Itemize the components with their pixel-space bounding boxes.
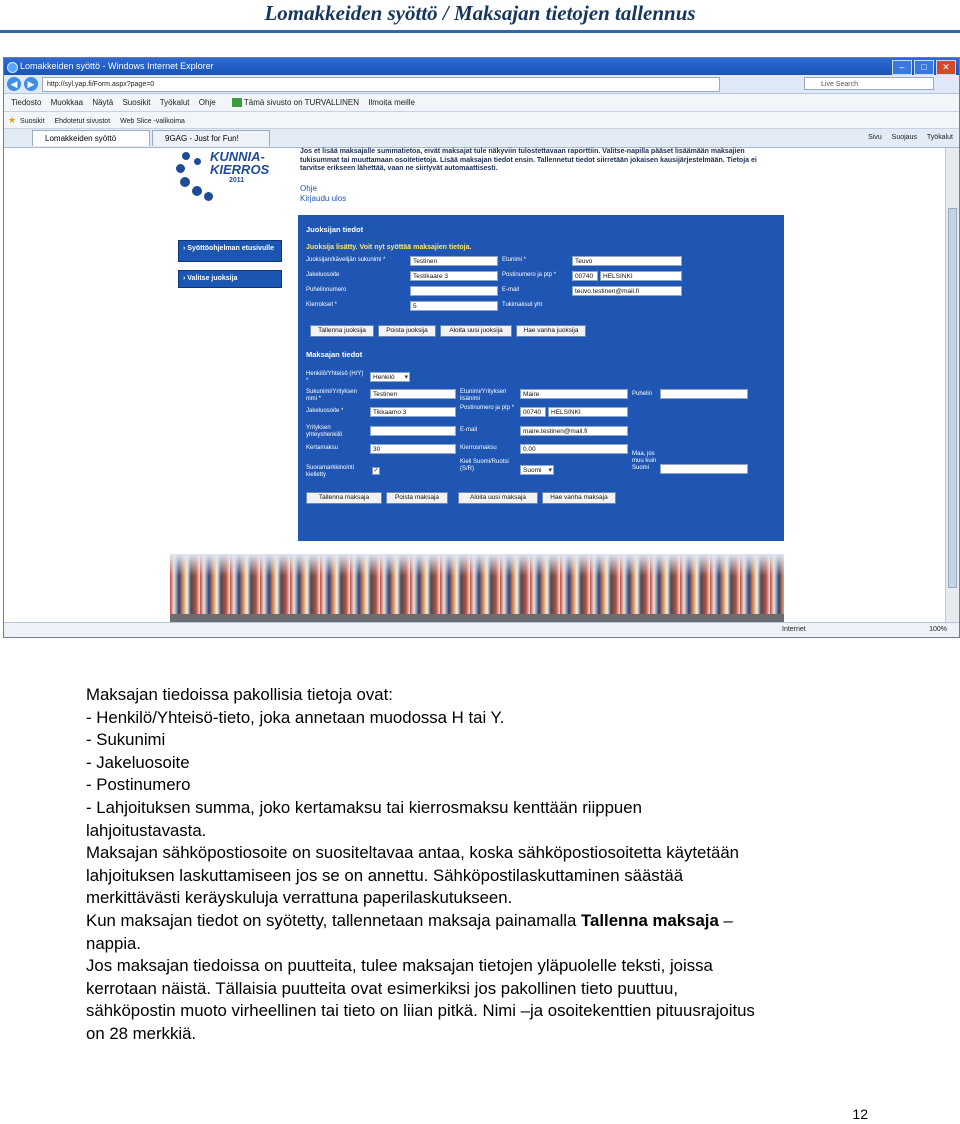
find-payer-button[interactable]: Hae vanha maksaja [542,492,616,504]
text-line: - Henkilö/Yhteisö-tieto, joka annetaan muodossa H tai Y. [86,707,505,727]
runner-added-message: Juoksija lisätty. Voit nyt syöttää maksajien tietoja. [306,244,472,251]
payer-lang-select[interactable]: Suomi ▾ [520,465,554,475]
scrollbar-thumb[interactable] [948,208,957,588]
payer-country-input[interactable] [660,464,748,474]
logout-link[interactable]: Kirjaudu ulos [300,194,347,203]
runner-total-label: Tukimaksut yht [502,302,543,308]
payer-postalcode-input[interactable]: 00740 [520,407,546,417]
runner-email-label: E-mail [502,287,520,293]
runner-section-title: Juoksijan tiedot [306,225,364,234]
kunniakierros-logo [174,148,270,208]
text-line: merkittävästi keräyskuluja verrattuna paperilaskutukseen. [86,888,513,908]
runner-address-input[interactable]: Testikaare 3 [410,271,498,281]
safety-menu[interactable]: Suojaus [891,134,917,141]
website [170,148,784,624]
text-line: lahjoituksen laskuttamiseen jos se on annettu. Sähköpostilaskuttaminen säästää [86,865,684,885]
payer-lang-label: Kieli Suomi/Ruotsi (S/R) [460,459,509,472]
payer-direct-checkbox[interactable]: ✓ [373,468,379,474]
payer-city-input[interactable]: HELSINKI [548,407,628,417]
payer-lapfee-label: Kierrosmaksu [460,445,497,451]
top-links [300,184,346,204]
tab-bar [4,129,959,148]
payer-firstname-input[interactable]: Maire [520,389,628,399]
payer-type-select[interactable]: Henkilö ▾ [370,372,410,382]
close-icon[interactable]: ✕ [936,60,956,75]
security-zone: Internet [782,626,806,633]
text-line: - Lahjoituksen summa, joko kertamaksu tai kierrosmaksu kenttään riippuen [86,797,642,817]
nav-home-button[interactable]: › Syöttöohjelman etusivulle [178,240,282,262]
document-header: Lomakkeiden syöttö / Maksajan tietojen tallennus [264,1,696,25]
text-line: Maksajan sähköpostiosoite on suositeltavaa antaa, koska sähköpostiosoitetta käytetään [86,843,740,863]
text-line: - Postinumero [86,775,191,795]
nav-select-runner-button[interactable]: › Valitse juoksija [178,270,282,288]
payer-email-label: E-mail [460,427,478,433]
info-notice: Jos et lisää maksajalle summatietoa, eivät maksajat tule näkyviin tulostettavaan raporttiin. Valitse-napilla pääset lisäämään maksajien tukisummat tai muuttamaan osoitetietoja. Lisää maksajan tiedot ensin. Tallennetut tiedot siirretään jokaisen kausijärjestelmään. Tietoja ei tarvitse erikseen lähettää, vaan ne siirtyvät automaattisesti. [300,148,757,172]
runner-postalcode-input[interactable]: 00740 [572,271,598,281]
command-bar [860,129,953,147]
delete-runner-button[interactable]: Poista juoksija [378,325,436,337]
forward-icon[interactable]: ▶ [24,77,38,91]
text-fragment: – [718,910,733,930]
menu-item-file[interactable]: Tiedosto [11,98,42,107]
logo-text: KUNNIA- KIERROS [210,149,270,177]
runner-email-input[interactable]: teuvo.testinen@mail.fi [572,286,682,296]
payer-direct-label: Suoramarkkinointi kielletty [306,465,355,478]
menu-bar [4,94,959,112]
address-bar [4,75,959,94]
payer-phone-input[interactable] [660,389,748,399]
runner-city-input[interactable]: HELSINKI [600,271,682,281]
menu-item-help[interactable]: Ohje [198,98,216,107]
runner-phone-label: Puhelinnumero [306,287,347,293]
runner-laps-input[interactable]: 5 [410,301,498,311]
runner-lastname-label: Juoksijan/kävelijän sukunimi * [306,257,386,263]
star-icon: ★ [8,115,17,125]
zoom-level[interactable]: 100% [929,626,947,633]
favorites-bar [4,112,959,129]
vertical-scrollbar[interactable] [945,148,959,624]
save-button-reference: Tallenna maksaja [581,910,719,930]
payer-type-label: Henkilö/Yhteisö (H/Y) * [306,371,364,384]
window-title: Lomakkeiden syöttö - Windows Internet Explorer [20,61,214,71]
form-panel [298,215,784,541]
delete-payer-button[interactable]: Poista maksaja [386,492,448,504]
back-icon[interactable]: ◀ [7,77,21,91]
payer-postal-label: Postinumero ja ptp * [460,405,515,411]
runner-firstname-input[interactable]: Teuvo [572,256,682,266]
menu-item-tools[interactable]: Työkalut [159,98,190,107]
text-line: lahjoitustavasta. [86,820,207,840]
save-runner-button[interactable]: Tallenna juoksija [310,325,374,337]
menu-item-edit[interactable]: Muokkaa [50,98,84,107]
payer-fee-label: Kertamaksu [306,445,339,451]
page-viewport [4,148,945,624]
runner-postal-label: Postinumero ja ptp * [502,272,557,278]
text-line: nappia. [86,933,142,953]
browser-title-bar [4,58,959,75]
logo-year: 2011 [229,177,245,184]
page-menu[interactable]: Sivu [868,134,882,141]
save-instruction-line [86,910,886,933]
shield-icon [232,98,242,107]
payer-address-label: Jakeluosoite * [306,408,344,414]
browser-screenshot [3,57,960,638]
page-number: 12 [852,1106,868,1122]
ie-icon [7,62,18,73]
payer-lastname-input[interactable]: Testinen [370,389,456,399]
payer-contact-label: Yrityksen yhteyshenkilö [306,425,343,438]
text-line: sähköpostin muoto virheellinen tai tieto on liian pitkä. Nimi –ja osoitekenttien pituusrajoitus [86,1001,755,1021]
runner-address-label: Jakeluosoite [306,272,340,278]
minimize-icon[interactable]: – [892,60,912,75]
payer-address-input[interactable]: Tikkaamo 3 [370,407,456,417]
header-rule [0,30,960,33]
favorites-button[interactable]: Suosikit [20,118,45,125]
instructions-text [86,684,886,1046]
new-runner-button[interactable]: Aloita uusi juoksija [440,325,512,337]
help-link[interactable]: Ohje [300,184,317,193]
runner-lastname-input[interactable]: Testinen [410,256,498,266]
menu-item-view[interactable]: Näytä [92,98,114,107]
status-bar [4,622,959,637]
payer-country-label: Maa, jos muu kuin Suomi [632,451,657,471]
text-line: kerrotaan näistä. Tällaisia puutteita ovat esimerkiksi jos pakollinen tieto puuttuu, [86,978,679,998]
payer-lapfee-input[interactable]: 0.00 [520,444,628,454]
maximize-icon[interactable]: □ [914,60,934,75]
url-input[interactable]: http://syl.yap.fi/Form.aspx?page=0 [42,77,720,92]
runner-phone-input[interactable] [410,286,498,296]
payer-email-input[interactable]: maire.testinen@mail.fi [520,426,628,436]
suggested-sites-link[interactable]: Ehdotetut sivustot [54,118,111,125]
runner-laps-label: Kierrokset * [306,302,338,308]
menu-item-favorites[interactable]: Suosikit [122,98,151,107]
payer-contact-input[interactable] [370,426,456,436]
text-fragment: Kun maksajan tiedot on syötetty, tallennetaan maksaja painamalla [86,910,582,930]
runner-firstname-label: Etunimi * [502,257,527,263]
payer-firstname-label: Etunimi/Yrityksen lisänimi [460,389,507,402]
save-payer-button[interactable]: Tallenna maksaja [306,492,382,504]
crowd-photo [170,554,784,624]
tab-9gag[interactable]: 9GAG - Just for Fun! [152,130,270,146]
tools-menu[interactable]: Työkalut [926,134,953,141]
text-line: Jos maksajan tiedoissa on puutteita, tulee maksajan tietojen yläpuolelle teksti, joissa [86,956,713,976]
payer-section-title: Maksajan tiedot [306,350,363,359]
text-line: - Sukunimi [86,730,166,750]
payer-fee-input[interactable]: 30 [370,444,456,454]
search-input[interactable]: Live Search [804,77,934,90]
msn-link[interactable]: Ilmoita meille [368,98,415,107]
text-line: on 28 merkkiä. [86,1023,197,1043]
tab-lomakkeiden[interactable]: Lomakkeiden syöttö [32,130,150,146]
payer-phone-label: Puhelin [632,391,653,397]
web-slice-link[interactable]: Web Slice -valikoima [120,118,185,125]
new-payer-button[interactable]: Aloita uusi maksaja [458,492,538,504]
security-status[interactable]: Tämä sivusto on TURVALLINEN [243,98,360,107]
payer-lastname-label: Sukunimi/Yrityksen nimi * [306,389,358,402]
text-line: - Jakeluosoite [86,752,190,772]
text-line: Maksajan tiedoissa pakollisia tietoja ovat: [86,685,393,704]
find-runner-button[interactable]: Hae vanha juoksija [516,325,586,337]
